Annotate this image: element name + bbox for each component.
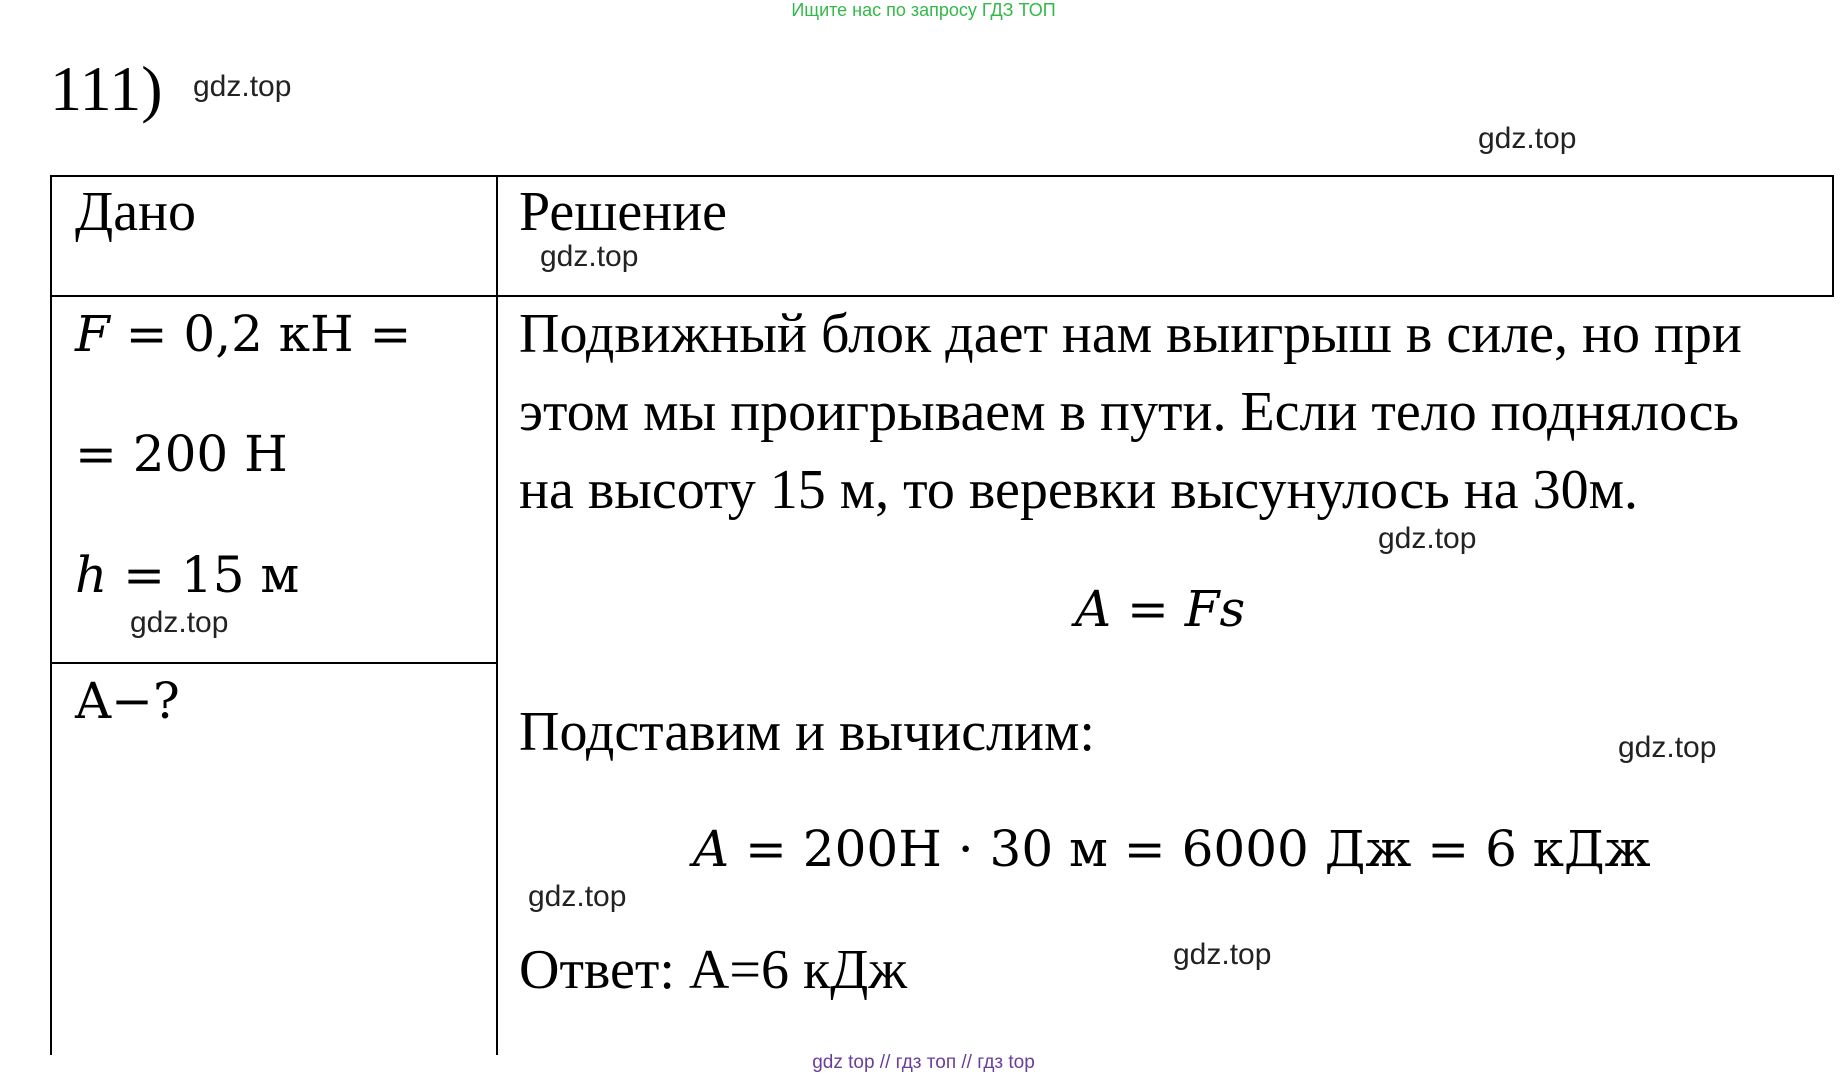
watermark: gdz.top — [1378, 522, 1477, 555]
watermark: gdz.top — [1618, 731, 1717, 764]
find-work: A−? — [75, 672, 180, 730]
watermark: gdz.top — [1173, 938, 1272, 971]
height-symbol: h — [75, 546, 108, 604]
work-formula — [1075, 580, 1245, 638]
top-banner: Ищите нас по запросу ГДЗ ТОП — [791, 0, 1056, 20]
given-height — [75, 546, 299, 604]
formula-rhs: Fs — [1184, 580, 1246, 638]
substitute-text: Подставим и вычислим: — [519, 701, 1095, 763]
header-given: Дано — [75, 181, 197, 243]
solution-line: на высоту 15 м, то веревки высунулось на 30м. — [519, 459, 1639, 521]
force-value: = 0,2 кН = — [109, 305, 412, 363]
header-solution: Решение — [519, 181, 728, 243]
height-value: = 15 м — [107, 546, 300, 604]
problem-number: 111) — [50, 53, 163, 124]
formula-eq: = — [1111, 580, 1185, 638]
solution-line: этом мы проигрываем в пути. Если тело поднялось — [519, 381, 1739, 443]
solution-line: Подвижный блок дает нам выигрыш в силе, но при — [519, 303, 1742, 365]
watermark: gdz.top — [1478, 122, 1577, 155]
given-force — [75, 305, 411, 363]
solution-paragraph — [519, 295, 1742, 529]
answer: Ответ: А=6 кДж — [519, 939, 908, 1001]
watermark: gdz.top — [540, 240, 639, 273]
force-symbol: F — [75, 305, 110, 363]
calc-expression: = 200Н · 30 м = 6000 Дж = 6 кДж — [729, 820, 1651, 878]
calc-symbol: A — [693, 820, 730, 878]
watermark: gdz.top — [130, 606, 229, 639]
formula-lhs: A — [1075, 580, 1112, 638]
calculation — [693, 820, 1651, 878]
given-force-conversion: = 200 Н — [75, 425, 288, 483]
watermark: gdz.top — [193, 70, 292, 103]
watermark: gdz.top — [528, 880, 627, 913]
bottom-banner: gdz top // гдз топ // гдз top — [812, 1052, 1035, 1073]
